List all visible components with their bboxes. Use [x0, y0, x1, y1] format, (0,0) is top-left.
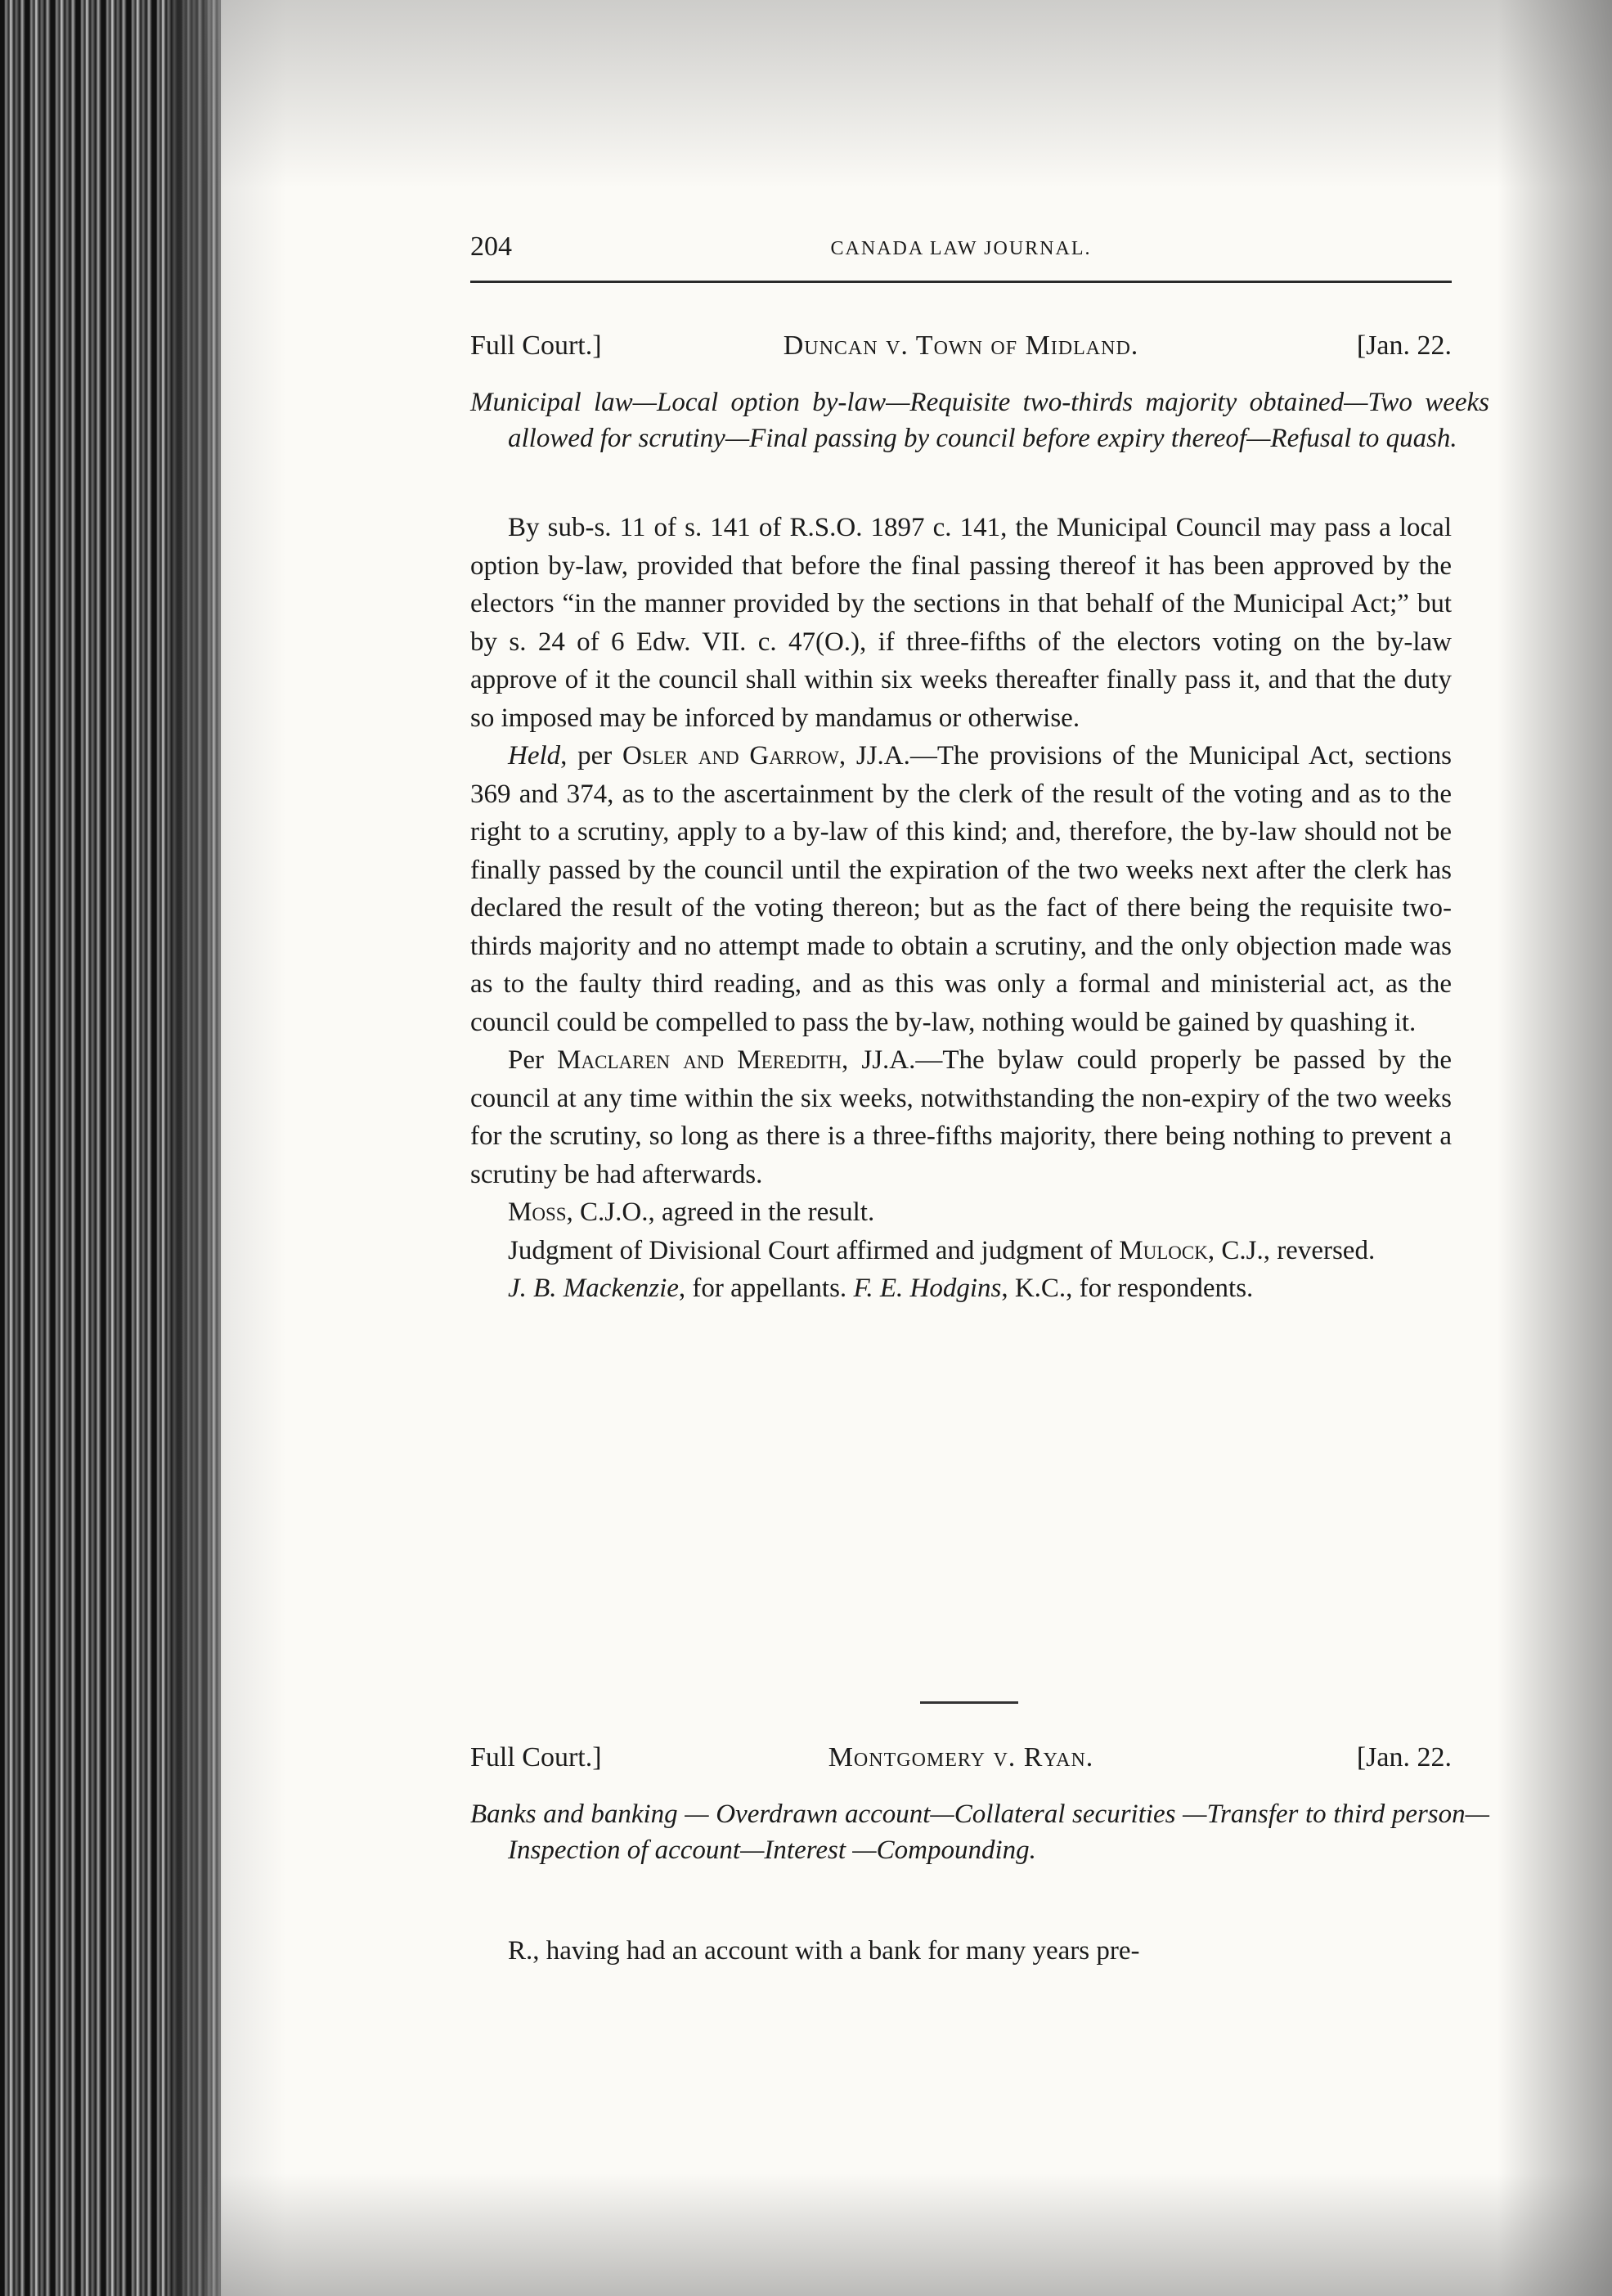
case1-heading	[470, 330, 1452, 366]
moss-text: , C.J.O., agreed in the result.	[566, 1197, 875, 1227]
case1-date: [Jan. 22.	[1356, 330, 1452, 361]
moss-judge: Moss	[508, 1197, 567, 1227]
case2-body	[470, 1932, 1452, 1970]
case2-title: Montgomery v. Ryan.	[828, 1742, 1094, 1773]
judgment-text: Judgment of Divisional Court affirmed and judgment of	[508, 1235, 1120, 1265]
held-judges: Osler and Garrow	[622, 741, 839, 771]
binding-gutter-fade	[172, 0, 286, 2296]
held-label: Held	[508, 741, 561, 771]
case1-title: Duncan v. Town of Midland.	[783, 330, 1139, 361]
scan-right-edge	[1497, 0, 1612, 2296]
case-separator-rule	[920, 1701, 1018, 1704]
per-text: , JJ.A.—The bylaw could properly be passed by the council at any time within the six weeks, notwithstanding the non-expiry of the two weeks for the scrutiny, so long as there is a three-fifths majority, there being nothing to prevent a scrutiny be had afterwards.	[470, 1045, 1452, 1189]
counsel1-name: J. B. Mackenzie	[508, 1274, 679, 1303]
counsel2-role: , K.C., for respondents.	[1001, 1274, 1254, 1303]
case2-date: [Jan. 22.	[1356, 1742, 1452, 1773]
case1-counsel	[470, 1269, 1452, 1308]
judgment-end: , C.J., reversed.	[1207, 1235, 1376, 1265]
case1-court: Full Court.]	[470, 330, 602, 361]
case1-para-moss	[470, 1193, 1452, 1232]
counsel1-role: , for appellants.	[678, 1274, 854, 1303]
case2-court: Full Court.]	[470, 1742, 602, 1773]
case2-para-1: R., having had an account with a bank for many years pre-	[508, 1936, 1140, 1966]
running-head	[470, 231, 1452, 283]
scan-top-noise	[204, 0, 1612, 188]
scan-bottom-noise	[204, 2173, 1612, 2296]
counsel2-name: F. E. Hodgins	[853, 1274, 1002, 1303]
case1-body	[470, 509, 1452, 1308]
mulock-judge: Mulock	[1119, 1235, 1208, 1265]
page-number: 204	[470, 231, 512, 262]
case2-heading	[470, 1742, 1452, 1778]
per-label: Per	[508, 1045, 558, 1075]
case1-para-judgment	[470, 1232, 1452, 1270]
case2-headnote: Banks and banking — Overdrawn account—Collateral securities —Transfer to third person—Inspection of account—Interest —Compounding.	[470, 1800, 1489, 1865]
case1-para-held	[470, 737, 1452, 1041]
case1-para-per	[470, 1041, 1452, 1193]
held-text: , JJ.A.—The provisions of the Municipal Act, sections 369 and 374, as to the ascertainment by the clerk of the result of the voting and as to the right to a scrutiny, apply to a by-law of this kind; and, therefore, the by-law should not be finally passed by the council until the expiration of the two weeks next after the clerk has declared the result of the voting thereon; but as the fact of there being the requisite two-thirds majority and no attempt made to obtain a scrutiny, and the only objection made was as to the faulty third reading, and as this was only a formal and ministerial act, as the council could be compelled to pass the by-law, nothing would be gained by quashing it.	[470, 741, 1452, 1037]
per-judges: Maclaren and Meredith	[557, 1045, 842, 1075]
case1-headnote: Municipal law—Local option by-law—Requisite two-thirds majority obtained—Two weeks allowed for scrutiny—Final passing by council before expiry thereof—Refusal to quash.	[470, 388, 1489, 453]
journal-title: CANADA LAW JOURNAL.	[830, 238, 1092, 259]
case1-para-statute: By sub-s. 11 of s. 141 of R.S.O. 1897 c. 141, the Municipal Council may pass a local option by-law, provided that before the final passing thereof it has been approved by the electors “in the manner provided by the sections in that behalf of the Municipal Act;” but by s. 24 of 6 Edw. VII. c. 47(O.), if three-fifths of the electors voting on the by-law approve of it the council shall within six weeks thereafter finally pass it, and that the duty so imposed may be inforced by mandamus or otherwise.	[470, 513, 1452, 733]
held-per: , per	[560, 741, 623, 771]
